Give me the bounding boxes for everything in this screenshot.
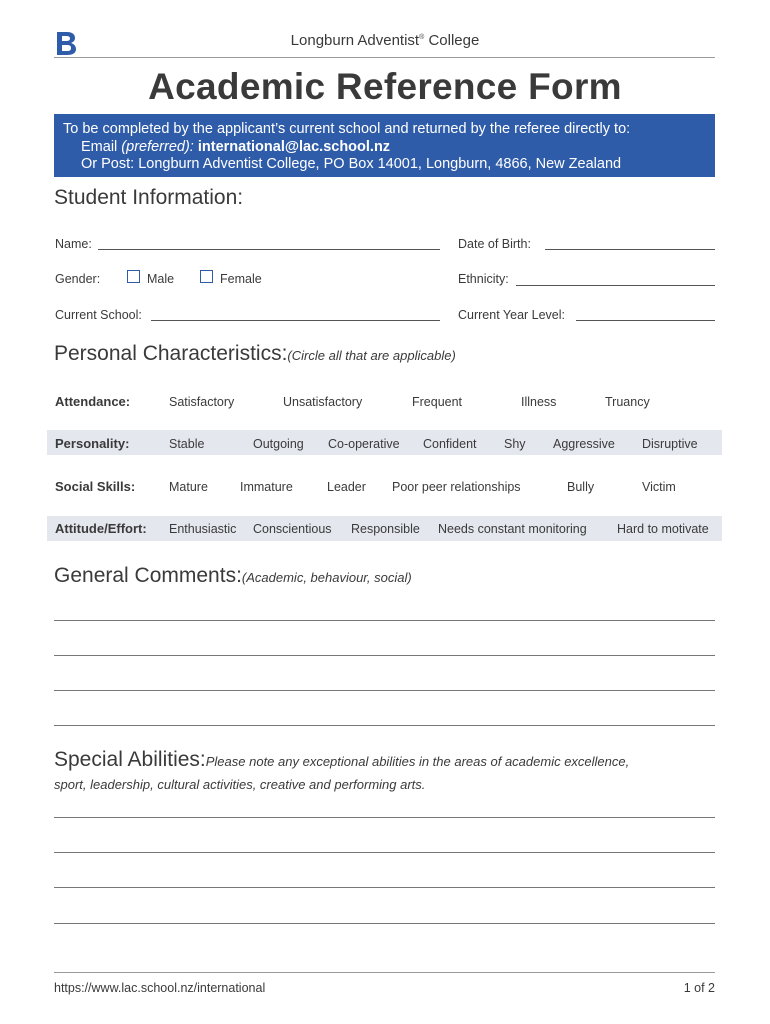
attendance-label: Attendance: [55,394,131,409]
option-hard-to-motivate[interactable]: Hard to motivate [617,522,709,536]
school-field[interactable] [151,320,440,321]
male-label: Male [147,272,175,286]
option-responsible[interactable]: Responsible [351,522,420,536]
option-frequent[interactable]: Frequent [412,395,463,409]
comment-line[interactable] [54,690,715,691]
special-abilities-heading: Special Abilities:Please note any exceptional abilities in the areas of academic excellence, [54,748,630,771]
ethnicity-label: Ethnicity: [458,272,509,286]
abilities-line[interactable] [54,887,715,888]
option-disruptive[interactable]: Disruptive [642,437,698,451]
page-number: 1 of 2 [683,981,715,995]
name-field[interactable] [98,249,440,250]
option-stable[interactable]: Stable [169,437,205,451]
abilities-line[interactable] [54,817,715,818]
gender-label: Gender: [55,272,101,286]
ethnicity-field[interactable] [516,285,715,286]
option-immature[interactable]: Immature [240,480,293,494]
option-poor-peer-relationships[interactable]: Poor peer relationships [392,480,521,494]
banner-intro: To be completed by the applicant’s current school and returned by the referee directly to: [63,121,631,137]
dob-label: Date of Birth: [458,237,531,251]
characteristics-heading: Personal Characteristics:(Circle all that are applicable) [54,342,456,365]
social-skills-label: Social Skills: [55,479,136,494]
college-name: Longburn Adventist® College [290,32,480,49]
option-outgoing[interactable]: Outgoing [253,437,304,451]
email-link[interactable]: international@lac.school.nz [197,138,391,155]
social-skills-row [47,474,722,499]
option-shy[interactable]: Shy [504,437,526,451]
option-satisfactory[interactable]: Satisfactory [169,395,235,409]
male-checkbox[interactable] [127,270,140,283]
comment-line[interactable] [54,655,715,656]
special-abilities-note-cont: sport, leadership, cultural activities, creative and performing arts. [54,777,426,792]
abilities-line[interactable] [54,852,715,853]
option-enthusiastic[interactable]: Enthusiastic [169,522,237,536]
option-needs-constant-monitoring[interactable]: Needs constant monitoring [438,522,587,536]
abilities-line[interactable] [54,923,715,924]
attitude-effort-label: Attitude/Effort: [55,521,147,536]
special-abilities-note: Please note any exceptional abilities in the areas of academic excellence, [205,754,630,769]
general-comments-heading: General Comments:(Academic, behaviour, social) [54,564,412,587]
characteristics-note: (Circle all that are applicable) [287,348,456,363]
year-level-label: Current Year Level: [458,308,566,322]
option-co-operative[interactable]: Co-operative [328,437,400,451]
school-label: Current School: [55,308,142,322]
option-victim[interactable]: Victim [642,480,676,494]
instructions-banner [54,114,715,177]
option-unsatisfactory[interactable]: Unsatisfactory [283,395,363,409]
female-label: Female [220,272,262,286]
banner-email-line: Email (preferred): international@lac.school.nz [81,138,391,155]
option-bully[interactable]: Bully [567,480,595,494]
comment-line[interactable] [54,725,715,726]
female-checkbox[interactable] [200,270,213,283]
year-level-field[interactable] [576,320,715,321]
option-mature[interactable]: Mature [169,480,208,494]
footer-url[interactable]: https://www.lac.school.nz/international [54,981,266,995]
general-comments-note: (Academic, behaviour, social) [241,570,412,585]
student-info-heading: Student Information: [54,186,244,209]
comment-line[interactable] [54,620,715,621]
option-truancy[interactable]: Truancy [605,395,650,409]
header-divider [54,57,715,58]
option-illness[interactable]: Illness [521,395,557,409]
option-leader[interactable]: Leader [327,480,366,494]
banner-post-line: Or Post: Longburn Adventist College, PO Box 14001, Longburn, 4866, New Zealand [81,156,622,172]
name-label: Name: [55,237,92,251]
option-aggressive[interactable]: Aggressive [553,437,615,451]
page-title: Academic Reference Form [148,66,622,107]
dob-field[interactable] [545,249,715,250]
personality-label: Personality: [55,436,130,451]
option-conscientious[interactable]: Conscientious [253,522,332,536]
option-confident[interactable]: Confident [423,437,477,451]
footer-divider [54,972,715,973]
